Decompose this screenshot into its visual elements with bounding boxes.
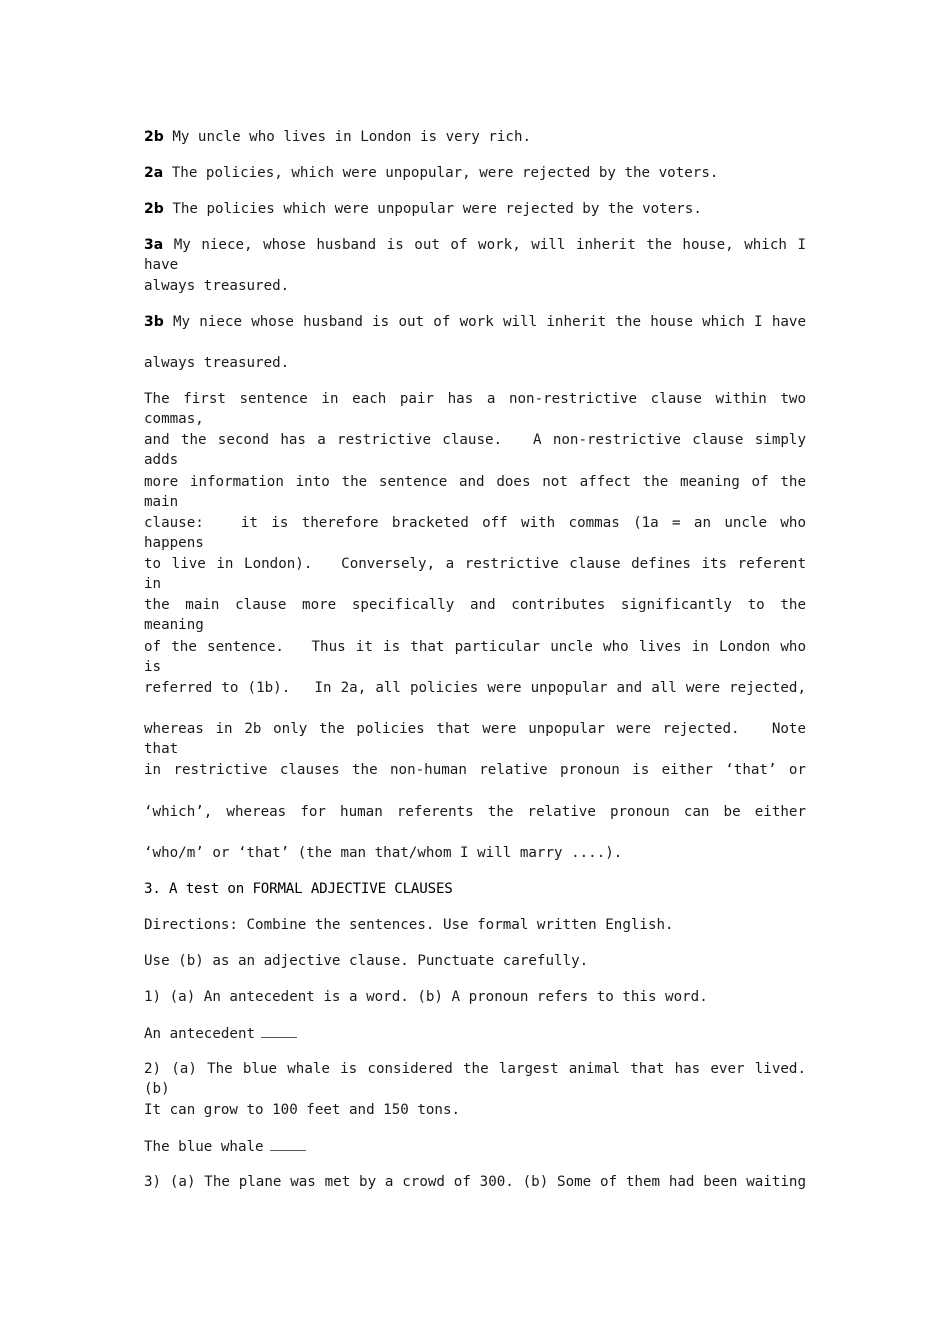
question-1: 1) (a) An antecedent is a word. (b) A pronoun refers to this word. [144,989,708,1005]
question-2-line2: It can grow to 100 feet and 150 tons. [144,1102,461,1118]
explanation-line: whereas in 2b only the policies that were unpopular were rejected. Note that [144,721,806,757]
example-2b-policies [144,199,806,219]
example-3a-line1 [144,235,806,275]
example-label: 2b [144,201,164,217]
directions-line: Use (b) as an adjective clause. Punctuate carefully. [144,953,589,969]
answer-blank[interactable] [270,1136,306,1151]
answer-start-text: The blue whale [144,1139,264,1155]
explanation-line: clause: it is therefore bracketed off with commas (1a = an uncle who happens [144,515,806,551]
explanation-line: The first sentence in each pair has a non-restrictive clause within two commas, [144,391,806,427]
explanation-line: the main clause more specifically and contributes significantly to the meaning [144,597,806,633]
explanation-line: to live in London). Conversely, a restrictive clause defines its referent in [144,556,806,592]
example-label: 3a [144,237,164,253]
example-text: The policies, which were unpopular, were rejected by the voters. [171,165,719,181]
explanation-line: referred to (1b). In 2a, all policies were unpopular and all were rejected, [144,680,806,696]
example-3b-line2: always treasured. [144,355,290,371]
explanation-line: of the sentence. Thus it is that particular uncle who lives in London who is [144,639,806,675]
example-2a-policies [144,163,806,183]
answer-2 [144,1136,806,1157]
explanation-line: ‘who/m’ or ‘that’ (the man that/whom I will marry ....). [144,845,623,861]
example-2b-uncle [144,127,806,147]
answer-1 [144,1023,806,1044]
example-label: 2a [144,165,164,181]
question-2-line1: 2) (a) The blue whale is considered the largest animal that has ever lived.(b) [144,1061,806,1097]
explanation-line: more information into the sentence and does not affect the meaning of the main [144,474,806,510]
example-text: My niece, whose husband is out of work, will inherit the house, which I have [144,237,806,273]
question-3-line1: 3) (a) The plane was met by a crowd of 300. (b) Some of them had been waiting [144,1174,806,1190]
example-text: My niece whose husband is out of work will inherit the house which I have [172,314,806,330]
example-3a-line2: always treasured. [144,278,290,294]
section-heading: 3. A test on FORMAL ADJECTIVE CLAUSES [144,881,453,897]
answer-blank[interactable] [261,1023,297,1038]
answer-start-text: An antecedent [144,1026,256,1042]
example-text: The policies which were unpopular were rejected by the voters. [172,201,702,217]
example-label: 3b [144,314,164,330]
example-label: 2b [144,129,164,145]
explanation-line: and the second has a restrictive clause. A non-restrictive clause simply adds [144,432,806,468]
explanation-line: ‘which’, whereas for human referents the relative pronoun can be either [144,804,806,820]
example-text: My uncle who lives in London is very rich. [172,129,532,145]
directions-line: Directions: Combine the sentences. Use formal written English. [144,917,674,933]
example-3b-line1 [144,312,806,332]
explanation-line: in restrictive clauses the non-human relative pronoun is either ‘that’ or [144,762,806,778]
